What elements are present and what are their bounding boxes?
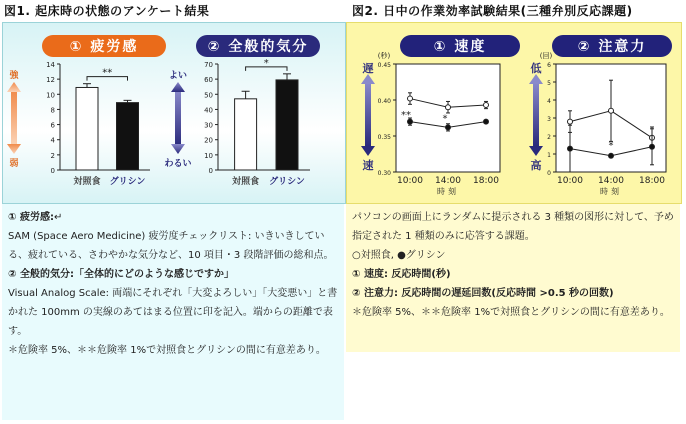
- bar: [76, 87, 98, 170]
- scale-label-bottom: 高: [530, 159, 542, 172]
- scale-label-bottom: わるい: [164, 159, 192, 169]
- y-tick-label: 40: [204, 106, 213, 115]
- y-tick-label: 0.35: [377, 134, 391, 141]
- control-point: [568, 119, 573, 124]
- y-tick-label: 2: [547, 134, 551, 141]
- scale-arrow-up: [361, 74, 375, 84]
- y-tick-label: 6: [50, 121, 55, 130]
- x-axis-label: 時刻: [437, 187, 459, 196]
- fig2-note-item: ② 注意力: 反応時間の遅延回数(反応時間 >0.5 秒の回数): [352, 288, 614, 299]
- bar: [276, 80, 298, 170]
- x-axis-label: 時刻: [600, 187, 622, 196]
- scale-arrow-down: [171, 144, 185, 154]
- y-tick-label: 4: [547, 98, 551, 105]
- scale-label-bottom: 弱: [9, 159, 19, 169]
- scale-arrow-down: [7, 144, 21, 154]
- significance-marker: **: [401, 110, 411, 121]
- fig2-note-item: ① 速度: 反応時間(秒): [352, 269, 451, 280]
- x-tick-label: 10:00: [397, 176, 423, 186]
- category-label: 対照食: [232, 177, 260, 187]
- significance-marker: *: [442, 113, 448, 125]
- bar: [117, 103, 139, 170]
- y-tick-label: 6: [547, 62, 551, 69]
- glycine-point: [609, 153, 614, 158]
- scale-label-top: 低: [530, 62, 542, 75]
- scale-arrow-up: [529, 74, 543, 84]
- y-tick-label: 5: [547, 80, 551, 87]
- chart-title-fatigue: ① 疲労感: [42, 35, 166, 57]
- y-tick-label: 4: [50, 136, 55, 145]
- y-tick-label: 0.30: [377, 170, 391, 177]
- y-tick-label: 10: [46, 91, 55, 100]
- category-label: グリシン: [109, 177, 146, 187]
- scale-arrow-shaft: [11, 90, 17, 146]
- glycine-point: [446, 125, 451, 130]
- y-tick-label: 8: [50, 106, 55, 115]
- x-tick-label: 14:00: [598, 176, 624, 186]
- x-tick-label: 10:00: [557, 176, 583, 186]
- fig2-notes: [352, 208, 676, 322]
- control-point: [408, 96, 413, 101]
- scale-arrow-up: [7, 82, 21, 92]
- fig1-note-item: ＊危険率 5%、＊＊危険率 1%で対照食とグリシンの間に有意差あり。: [8, 345, 326, 356]
- y-tick-label: 70: [204, 61, 213, 69]
- scale-label-bottom: 速: [362, 159, 374, 172]
- category-label: グリシン: [269, 177, 305, 187]
- chart-title-attention: ② 注意力: [552, 35, 672, 57]
- scale-label-top: よい: [168, 71, 188, 81]
- significance-marker: *: [263, 57, 269, 69]
- x-tick-label: 18:00: [473, 176, 499, 186]
- y-tick-label: 0.40: [377, 98, 391, 105]
- category-label: 対照食: [73, 177, 101, 187]
- unit-label: (秒): [377, 52, 391, 60]
- y-tick-label: 30: [204, 121, 213, 130]
- y-tick-label: 20: [204, 136, 213, 145]
- fig1-notes: [8, 208, 338, 360]
- fig1-note-item: ① 疲労感:↵: [8, 212, 63, 223]
- glycine-point: [568, 146, 573, 151]
- y-tick-label: 1: [547, 152, 551, 159]
- chart-title-speed: ① 速度: [400, 35, 520, 57]
- scale-label-top: 強: [9, 71, 19, 81]
- y-tick-label: 0.45: [377, 62, 391, 69]
- y-tick-label: 3: [547, 116, 551, 123]
- fig1-note-item: Visual Analog Scale: 両端にそれぞれ「大変よろしい」「大変悪い」と書かれた 100mm の実線のあてはまる位置に印を記入。端からの距離で表す。: [8, 288, 338, 337]
- fig2-note-item: ＊危険率 5%、＊＊危険率 1%で対照食とグリシンの間に有意差あり。: [352, 307, 670, 318]
- fig2-note-item: ○対照食, ●グリシン: [352, 250, 446, 261]
- significance-marker: *: [608, 140, 614, 152]
- x-tick-label: 14:00: [435, 176, 461, 186]
- scale-arrow-down: [361, 146, 375, 156]
- y-tick-label: 0: [50, 167, 55, 175]
- scale-arrow-shaft: [533, 82, 539, 146]
- scale-arrow-up: [171, 82, 185, 92]
- scale-label-top: 遅: [362, 62, 374, 75]
- fig1-note-item: SAM (Space Aero Medicine) 疲労度チェックリスト: いきいきしている、疲れている、さわやかな気分など、10 項目・3 段階評価の総和点。: [8, 231, 334, 261]
- fig2-title: 図2. 日中の作業効率試験結果(三種弁別反応課題): [352, 4, 633, 18]
- y-tick-label: 2: [50, 151, 55, 160]
- unit-label: (回): [539, 52, 553, 60]
- control-point: [446, 105, 451, 110]
- scale-arrow-shaft: [365, 82, 371, 146]
- y-tick-label: 0: [208, 167, 213, 175]
- significance-marker: **: [102, 67, 113, 79]
- y-tick-label: 0: [547, 170, 551, 177]
- chart-title-mood: ② 全般的気分: [196, 35, 320, 57]
- glycine-point: [484, 119, 489, 124]
- control-point: [609, 108, 614, 113]
- y-tick-label: 10: [204, 151, 213, 160]
- glycine-point: [650, 144, 655, 149]
- x-tick-label: 18:00: [639, 176, 665, 186]
- control-point: [484, 103, 489, 108]
- charts-svg: [0, 0, 686, 210]
- y-tick-label: 60: [204, 76, 213, 85]
- y-tick-label: 50: [204, 91, 213, 100]
- y-tick-label: 14: [46, 61, 55, 69]
- scale-arrow-down: [529, 146, 543, 156]
- y-tick-label: 12: [46, 76, 55, 85]
- fig1-title: 図1. 起床時の状態のアンケート結果: [4, 4, 210, 18]
- scale-arrow-shaft: [175, 90, 181, 146]
- fig2-note-item: パソコンの画面上にランダムに提示される 3 種類の図形に対して、予め指定された 1 種類のみに応答する課題。: [352, 212, 674, 242]
- fig1-note-item: ② 全般的気分:「全体的にどのような感じですか」: [8, 269, 234, 280]
- bar: [235, 99, 257, 170]
